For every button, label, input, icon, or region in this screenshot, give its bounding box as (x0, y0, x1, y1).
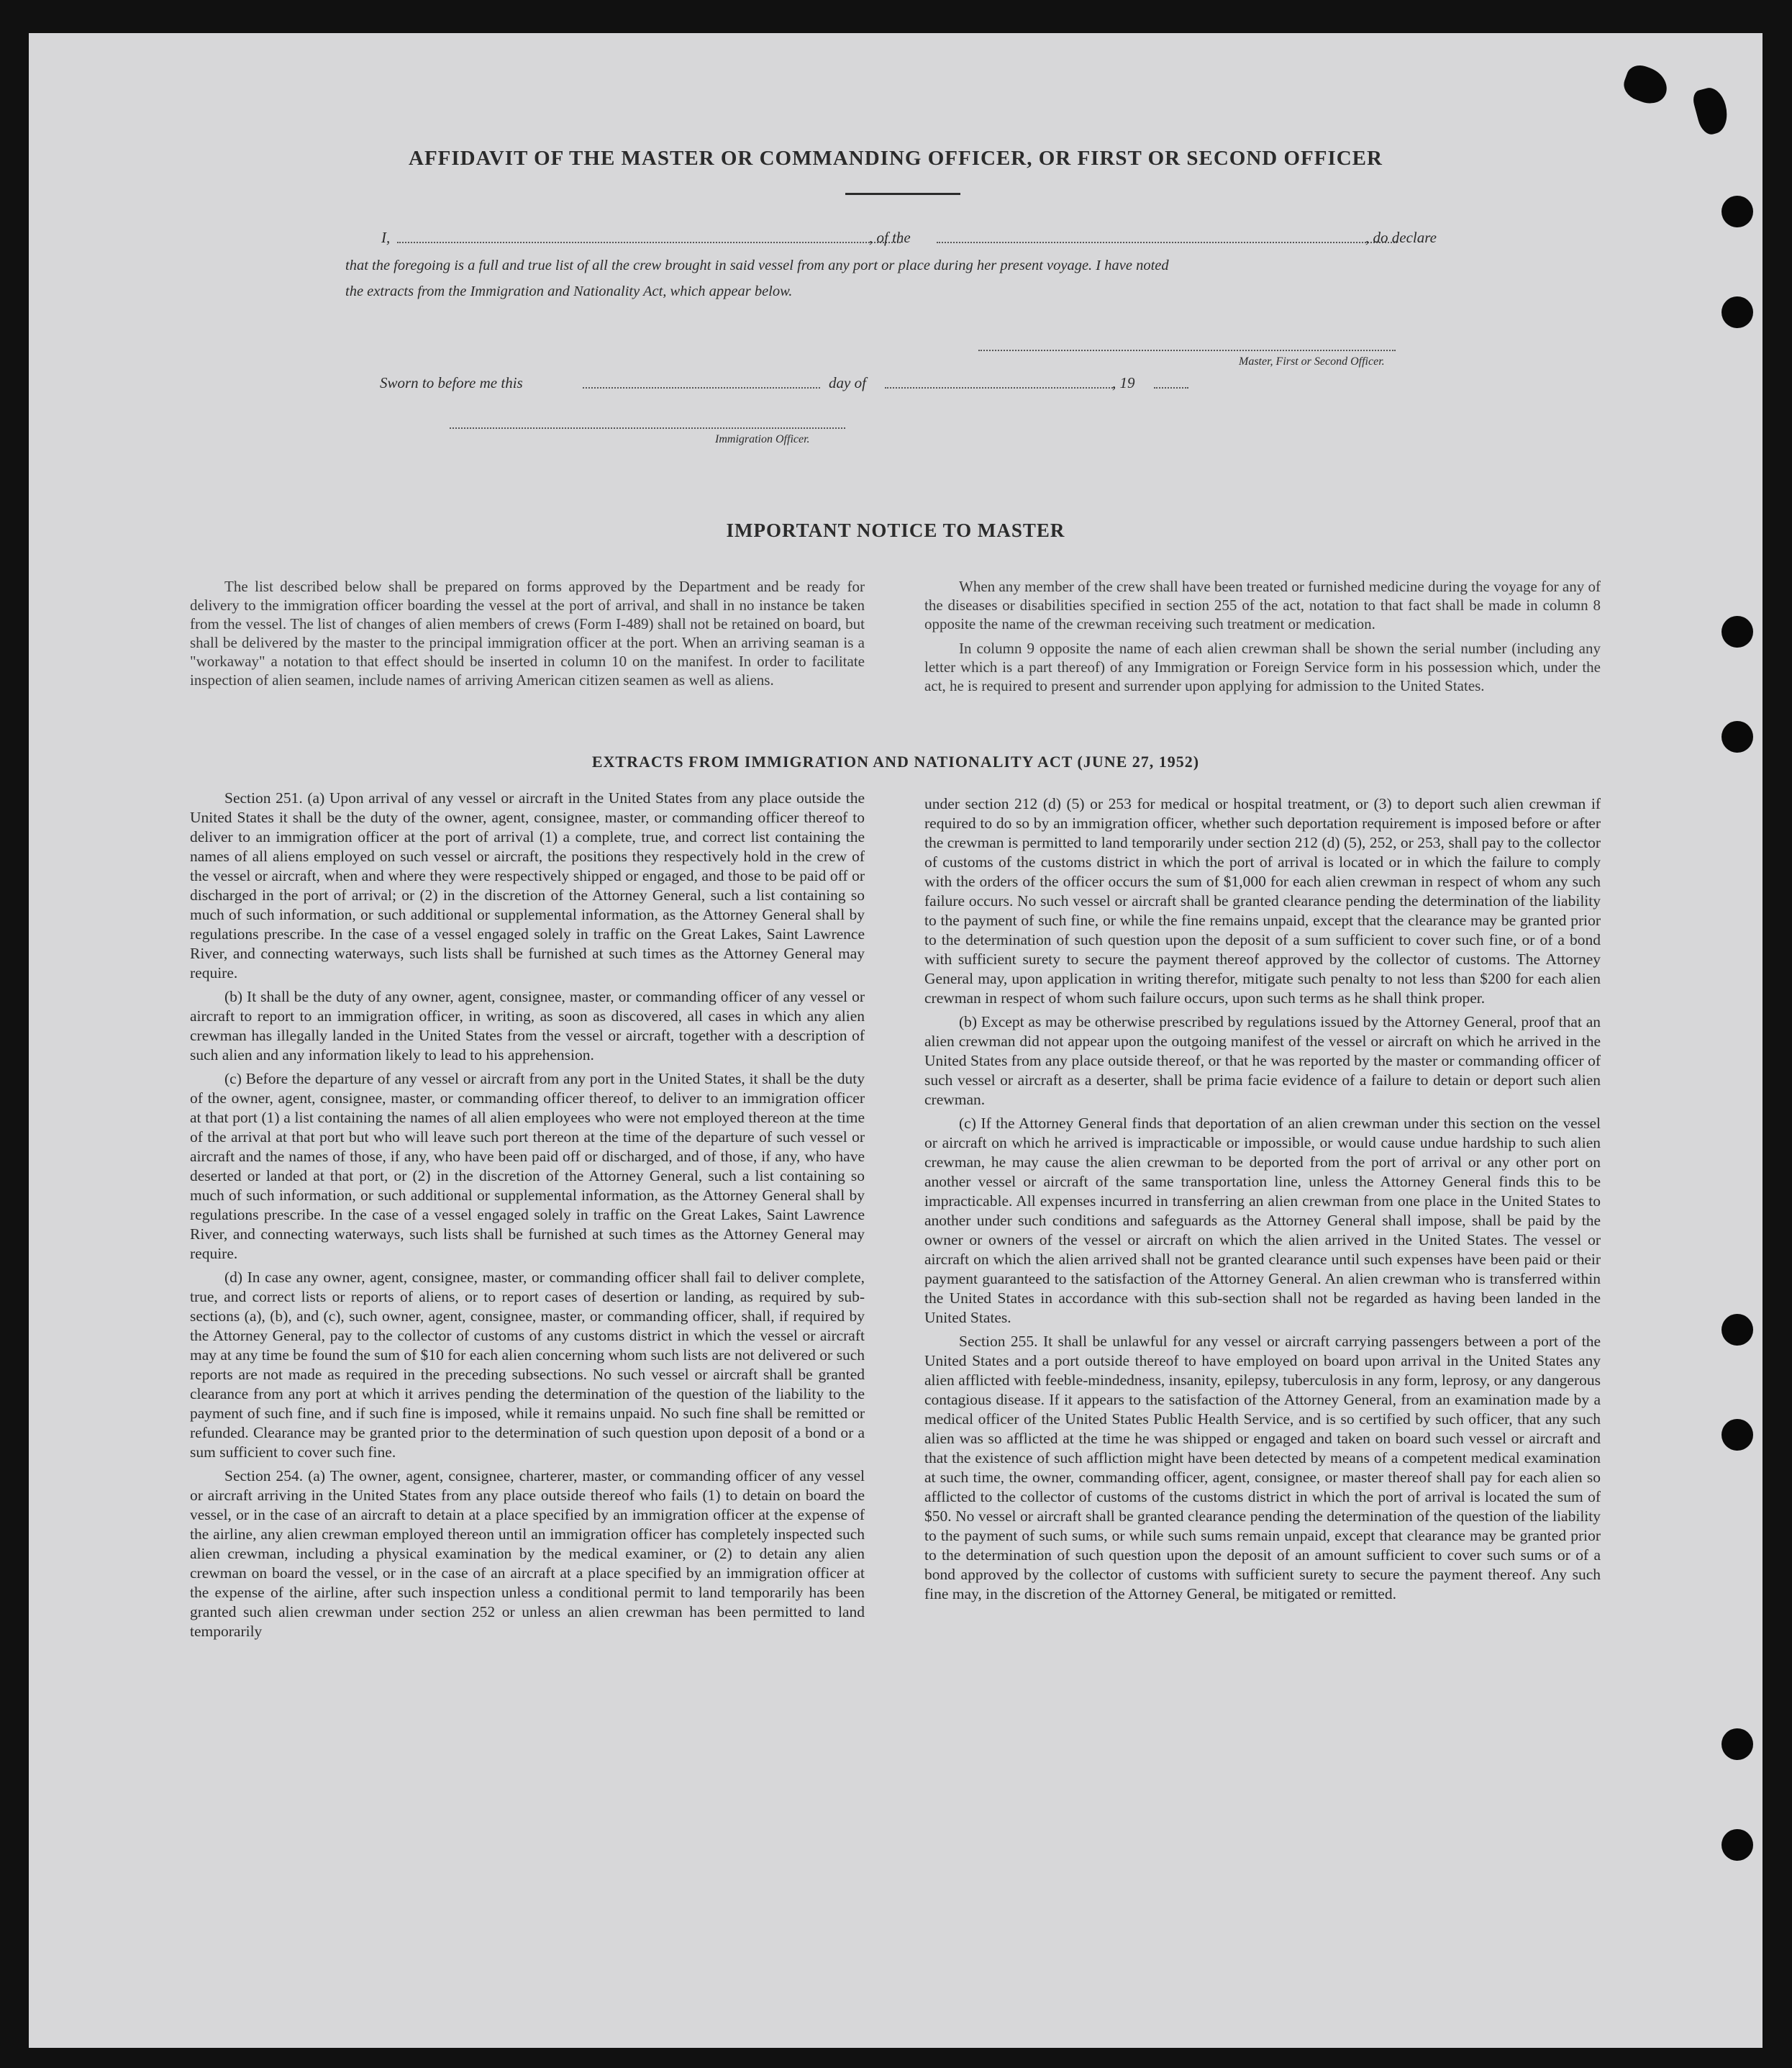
notice-left-column (190, 577, 865, 695)
extract-paragraph: under section 212 (d) (5) or 253 for medical or hospital treatment, or (3) to deport such alien crewman if required to do so by an immigration officer, whether such deportation requirement is imposed before or after the crewman is permitted to land temporarily under section 212 (d) (5), 252, or 253, shall pay to the collector of customs of the customs district in which the port of arrival is located or in which the failure to comply with the orders of the officer occurs the sum of $1,000 for each alien crewman in respect of whom any such failure occurs. No such vessel or aircraft shall be granted clearance pending the determination of the liability to the payment of such fine, or while the fine remains unpaid, except that the clearance may be granted prior to the determination of such question upon the deposit of a sum sufficient to cover such fine, or of a bond with sufficient surety to secure the payment thereof approved by the collector of customs. The Attorney General may, upon application in writing therefor, mitigate such penalty to not less than $200 for each alien crewman in respect of whom such failure occurs, upon such terms as he shall think proper. (924, 795, 1601, 1007)
year-label: , 19 (1112, 374, 1135, 391)
extracts-right-column (924, 794, 1601, 1608)
extract-paragraph: Section 251. (a) Upon arrival of any vessel or aircraft in the United States from any place outside the United States it shall be the duty of the owner, agent, consignee, master, or commanding officer thereof to deliver to an immigration officer at the port of arrival (1) a complete, true, and correct list containing the names of all aliens employed on such vessel or aircraft, the positions they respectively hold in the crew of the vessel or aircraft, when and where they were respectively shipped or engaged, and those to be paid off or discharged in the port of arrival; or (2) in the discretion of the Attorney General, such a list containing so much of such information, or such additional or supplemental information, as the Attorney General shall by regulations prescribe. In the case of a vessel engaged solely in traffic on the Great Lakes, Saint Lawrence River, and connecting waterways, such lists shall be furnished at such times as the Attorney General may require. (190, 789, 865, 981)
punch-hole (1721, 616, 1753, 648)
ink-blot (1691, 85, 1732, 137)
notice-paragraph: When any member of the crew shall have been treated or furnished medicine during the voyage for any of the diseases or disabilities specified in section 255 of the act, notation to that fact shall be made in column 8 opposite the name of the crewman receiving such treatment or medication. (924, 578, 1601, 632)
sworn-day-field[interactable] (583, 387, 820, 389)
notice-paragraph: The list described below shall be prepared on forms approved by the Department and be ready for delivery to the immigration officer boarding the vessel at the port of arrival, and shall in no instance be taken from the vessel. The list of changes of alien members of crews (Form I-489) shall not be retained on board, but shall be delivered by the master to the principal immigration officer at the port. When an arriving seaman is a "workaway" a notation to that effect should be inserted in column 10 on the manifest. In order to facilitate inspection of alien seamen, include names of arriving American citizen seamen as well as aliens. (190, 578, 865, 689)
extract-paragraph: (c) If the Attorney General finds that deportation of an alien crewman under this section on the vessel or aircraft on which he arrived is impracticable or impossible, or would cause undue hardship to such alien crewman, he may cause the alien crewman to be deported from the port of arrival or any other port on another vessel or aircraft of the same transportation line, unless the Attorney General finds this to be impracticable. All expenses incurred in transferring an alien crewman from one place in the United States to another under such conditions and safeguards as the Attorney General shall impose, shall be paid by the owner or owners of the vessel or aircraft on which the alien arrived in the United States. The vessel or aircraft on which the alien arrived shall not be granted clearance until such expenses have been paid or their payment guaranteed to the satisfaction of the Attorney General. An alien crewman who is transferred within the United States in accordance with this sub-section shall not be regarded as having been landed in the United States. (924, 1115, 1601, 1326)
document-page (29, 33, 1763, 2048)
punch-hole (1721, 196, 1753, 227)
punch-hole (1721, 1419, 1753, 1451)
extract-paragraph: (d) In case any owner, agent, consignee, master, or commanding officer shall fail to deliver complete, true, and correct lists or reports of aliens, or to report cases of desertion or landing, as required by sub-sections (a), (b), and (c), such owner, agent, consignee, master, or commanding officer, shall, if required by the Attorney General, pay to the collector of customs of any customs district in which the vessel or aircraft may at any time be found the sum of $10 for each alien concerning whom such lists are not delivered or such reports are not made as required in the preceding subsections. No such vessel or aircraft shall be granted clearance from any port at which it arrives pending the determination of the question of the liability to the payment of such fine, and if such fine is imposed, while it remains unpaid. No such fine shall be remitted or refunded. Clearance may be granted prior to the determination of such question upon deposit of a bond or a sum sufficient to cover such fine. (190, 1269, 865, 1461)
do-declare-label: , do declare (1365, 229, 1437, 246)
vessel-name-field[interactable] (937, 242, 1397, 243)
title-underline (845, 193, 960, 195)
sworn-label: Sworn to before me this (380, 374, 523, 391)
immigration-officer-label: Immigration Officer. (715, 433, 810, 445)
extract-paragraph: Section 254. (a) The owner, agent, consignee, charterer, master, or commanding officer of any vessel or aircraft arriving in the United States from any place outside thereof who fails (1) to detain on board the vessel, or in the case of an aircraft to detain at a place specified by an immigration officer at the expense of the airline, any alien crewman employed thereon until an immigration officer has completely inspected such alien crewman, including a physical examination by the medical examiner, or (2) to detain any alien crewman on board the vessel, or in the case of an aircraft at a place specified by an immigration officer at the expense of the airline, after such inspection unless a conditional permit to land temporarily has been granted such alien crewman under section 252 or unless an alien crewman has been permitted to land temporarily (190, 1467, 865, 1640)
of-the-label: , of the (869, 229, 911, 246)
punch-hole (1721, 1728, 1753, 1760)
statement-line-1: that the foregoing is a full and true list of all the crew brought in said vessel from any port or place during her present voyage. I have noted (345, 258, 1169, 273)
ink-blot (1620, 61, 1673, 109)
extract-paragraph: (b) Except as may be otherwise prescribed by regulations issued by the Attorney General, proof that an alien crewman did not appear upon the outgoing manifest of the vessel or aircraft on which he arrived in the United States from any place outside thereof, or that he was reported by the master or commanding officer of such vessel or aircraft as a deserter, shall be prima facie evidence of a failure to detain or deport such alien crewman. (924, 1013, 1601, 1108)
sworn-month-field[interactable] (885, 387, 1115, 389)
declarant-name-field[interactable] (397, 242, 901, 243)
immigration-officer-signature-field[interactable] (450, 427, 845, 429)
punch-hole (1721, 1829, 1753, 1861)
notice-title: IMPORTANT NOTICE TO MASTER (726, 520, 1065, 541)
notice-paragraph: In column 9 opposite the name of each alien crewman shall be shown the serial number (including any letter which is a part thereof) of any Immigration or Foreign Service form in his possession which, under the act, he is required to present and surrender upon applying for admission to the United States. (924, 640, 1601, 694)
notice-right-column (924, 577, 1601, 701)
i-label: I, (381, 229, 391, 246)
extracts-title: EXTRACTS FROM IMMIGRATION AND NATIONALITY ACT (JUNE 27, 1952) (591, 753, 1200, 771)
sworn-year-field[interactable] (1154, 387, 1188, 389)
extract-paragraph: (b) It shall be the duty of any owner, agent, consignee, master, or commanding officer of any vessel or aircraft to report to an immigration officer, in writing, as soon as discovered, all cases in which any alien crewman has illegally landed in the United States from the vessel or aircraft, together with a description of such alien and any information likely to lead to his apprehension. (190, 988, 865, 1064)
extracts-left-column (190, 789, 865, 1646)
master-signature-label: Master, First or Second Officer. (1239, 355, 1385, 368)
extract-paragraph: (c) Before the departure of any vessel or aircraft from any port in the United States, it shall be the duty of the owner, agent, consignee, master, or commanding officer thereof, to deliver to an immigration officer at that port (1) a list containing the names of all alien employees who were not employed thereon at the time of the arrival at that port but who will leave such port thereon at the time of the departure of such vessel or aircraft and the names of those, if any, who have been paid off or discharged, and of those, if any, who have deserted or landed at that port, or (2) in the discretion of the Attorney General, such a list containing so much of such information, or such additional or supplemental information, as the Attorney General shall by regulations prescribe. In the case of a vessel engaged solely in traffic on the Great Lakes, Saint Lawrence River, and connecting waterways, such lists shall be furnished at such times as the Attorney General may require. (190, 1070, 865, 1262)
extract-paragraph: Section 255. It shall be unlawful for any vessel or aircraft carrying passengers between a port of the United States and a port outside thereof to have employed on board upon arrival in the United States any alien afflicted with feeble-mindedness, insanity, epilepsy, tuberculosis in any form, leprosy, or any dangerous contagious disease. If it appears to the satisfaction of the Attorney General, from an examination made by a medical officer of the United States Public Health Service, and is so certified by such officer, that any such alien was so afflicted at the time he was shipped or engaged and taken on board such vessel or aircraft and that the existence of such affliction might have been detected by means of a competent medical examination at such time, the owner, commanding officer, agent, consignee, or master thereof shall pay for each alien so afflicted to the collector of customs of the customs district in which the port of arrival is located the sum of $50. No vessel or aircraft shall be granted clearance pending the determination of the question of the liability to the payment of such sums, or while such sums remain unpaid, except that clearance may be granted prior to the determination of such question upon the deposit of an amount sufficient to cover such sums or of a bond approved by the collector of customs with sufficient surety to secure the payment thereof. Any such fine may, in the discretion of the Attorney General, be mitigated or remitted. (924, 1333, 1601, 1602)
day-of-label: day of (829, 374, 866, 391)
affidavit-title: AFFIDAVIT OF THE MASTER OR COMMANDING OFFICER, OR FIRST OR SECOND OFFICER (409, 147, 1383, 170)
punch-hole (1721, 721, 1753, 753)
statement-line-2: the extracts from the Immigration and Nationality Act, which appear below. (345, 284, 793, 299)
master-signature-field[interactable] (978, 350, 1396, 351)
punch-hole (1721, 1314, 1753, 1346)
punch-hole (1721, 296, 1753, 328)
